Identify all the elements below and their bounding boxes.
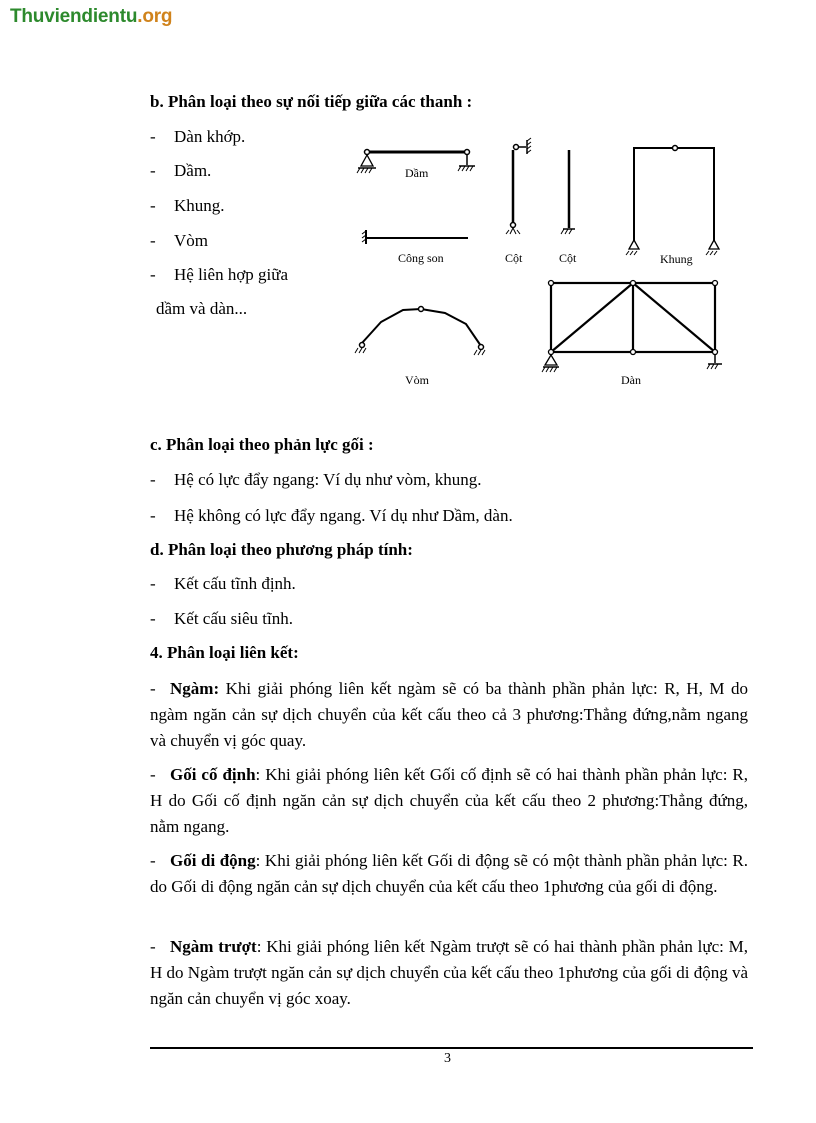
- support-paragraph-ngam-truot: - Ngàm trượt: Khi giải phóng liên kết Ngàm trượt sẽ có hai thành phần phản lực: M, H do Ngàm trượt ngăn cản sự dịch chuyển của kết cấu theo 1phương của gối di động và ngăn cản chuyển vị góc xoay.: [150, 937, 748, 1008]
- section-b-continuation: dầm và dàn...: [156, 299, 248, 318]
- item-text: Dàn khớp.: [174, 127, 246, 146]
- arch-diagram: [355, 307, 485, 356]
- description: : Khi giải phóng liên kết Gối di động sẽ có một thành phần phản lực: R. do Gối di động ngăn cản sự dịch chuyển của kết cấu theo 1phương của gối di động.: [150, 851, 748, 896]
- label-dam: Dầm: [405, 166, 429, 180]
- term-goi-co-dinh: Gối cố định: [170, 765, 256, 784]
- label-cot-1: Cột: [505, 251, 523, 265]
- section-4-heading: 4. Phân loại liên kết:: [150, 643, 299, 662]
- label-dan: Dàn: [621, 373, 641, 387]
- truss-diagram: [542, 281, 722, 373]
- support-paragraph-ngam: - Ngàm: Khi giải phóng liên kết ngàm sẽ có ba thành phần phản lực: R, H, M do ngàm ngăn cản sự dịch chuyển của kết cấu theo cả 3 phương:Thẳng đứng,nằm ngang và chuyển vị góc quay.: [150, 679, 748, 750]
- cantilever-diagram: [362, 230, 468, 244]
- item-text: Hệ không có lực đẩy ngang. Ví dụ như Dầm, dàn.: [174, 506, 513, 525]
- section-c-item: - Hệ không có lực đẩy ngang. Ví dụ như Dầm, dàn.: [150, 506, 513, 525]
- label-vom: Vòm: [405, 373, 429, 387]
- watermark-site: Thuviendientu: [10, 6, 138, 27]
- footer-rule: [150, 1047, 753, 1049]
- term-ngam-truot: Ngàm trượt: [170, 937, 257, 956]
- description: Khi giải phóng liên kết ngàm sẽ có ba thành phần phản lực: R, H, M do ngàm ngăn cản sự dịch chuyển của kết cấu theo cả 3 phương:Thẳng đứng,nằm ngang và chuyển vị góc quay.: [150, 679, 748, 750]
- item-text: Kết cấu tĩnh định.: [174, 574, 296, 593]
- column-diagram-2: [561, 150, 575, 234]
- item-text: Hệ liên hợp giữa: [174, 265, 289, 284]
- section-d-item: - Kết cấu siêu tĩnh.: [150, 609, 293, 628]
- support-paragraph-goi-di-dong: - Gối di động: Khi giải phóng liên kết Gối di động sẽ có một thành phần phản lực: R. do Gối di động ngăn cản sự dịch chuyển của kết cấu theo 1phương của gối di động.: [150, 851, 748, 896]
- column-diagram-1: [506, 138, 531, 234]
- description: : Khi giải phóng liên kết Ngàm trượt sẽ có hai thành phần phản lực: M, H do Ngàm trượt ngăn cản sự dịch chuyển của kết cấu theo 1phương của gối di động và ngăn cản chuyển vị góc xoay.: [150, 937, 748, 1008]
- term-goi-di-dong: Gối di động: [170, 851, 256, 870]
- section-b-item: - Vòm: [150, 231, 208, 250]
- item-text: Khung.: [174, 196, 225, 215]
- section-b-item: - Dàn khớp.: [150, 127, 246, 146]
- section-b-item: - Hệ liên hợp giữa: [150, 265, 289, 284]
- term-ngam: Ngàm:: [170, 679, 220, 698]
- section-d-heading: d. Phân loại theo phương pháp tính:: [150, 540, 413, 559]
- item-text: Vòm: [174, 231, 208, 250]
- section-b-item: - Khung.: [150, 196, 225, 215]
- section-b-heading: b. Phân loại theo sự nối tiếp giữa các thanh :: [150, 92, 473, 111]
- section-b-item: - Dầm.: [150, 161, 212, 180]
- section-c-item: - Hệ có lực đẩy ngang: Ví dụ như vòm, khung.: [150, 470, 482, 489]
- section-c-heading: c. Phân loại theo phản lực gối :: [150, 435, 374, 454]
- page-number: 3: [444, 1051, 451, 1066]
- label-cot-2: Cột: [559, 251, 577, 265]
- frame-diagram: [626, 146, 719, 256]
- label-khung: Khung: [660, 252, 693, 266]
- structure-types-figure: [0, 0, 816, 420]
- section-d-item: - Kết cấu tĩnh định.: [150, 574, 296, 593]
- description: : Khi giải phóng liên kết Gối cố định sẽ có hai thành phần phản lực: R, H do Gối cố định ngăn cản sự dịch chuyển của kết cấu theo 2 phương:Thẳng đứng, nằm ngang.: [150, 765, 748, 836]
- support-paragraph-goi-co-dinh: - Gối cố định: Khi giải phóng liên kết Gối cố định sẽ có hai thành phần phản lực: R, H do Gối cố định ngăn cản sự dịch chuyển của kết cấu theo 2 phương:Thẳng đứng, nằm ngang.: [150, 765, 748, 836]
- watermark-tld: .org: [137, 6, 173, 27]
- item-text: Dầm.: [174, 161, 212, 180]
- item-text: Kết cấu siêu tĩnh.: [174, 609, 293, 628]
- item-text: Hệ có lực đẩy ngang: Ví dụ như vòm, khung.: [174, 470, 482, 489]
- label-cong-son: Công son: [398, 251, 444, 265]
